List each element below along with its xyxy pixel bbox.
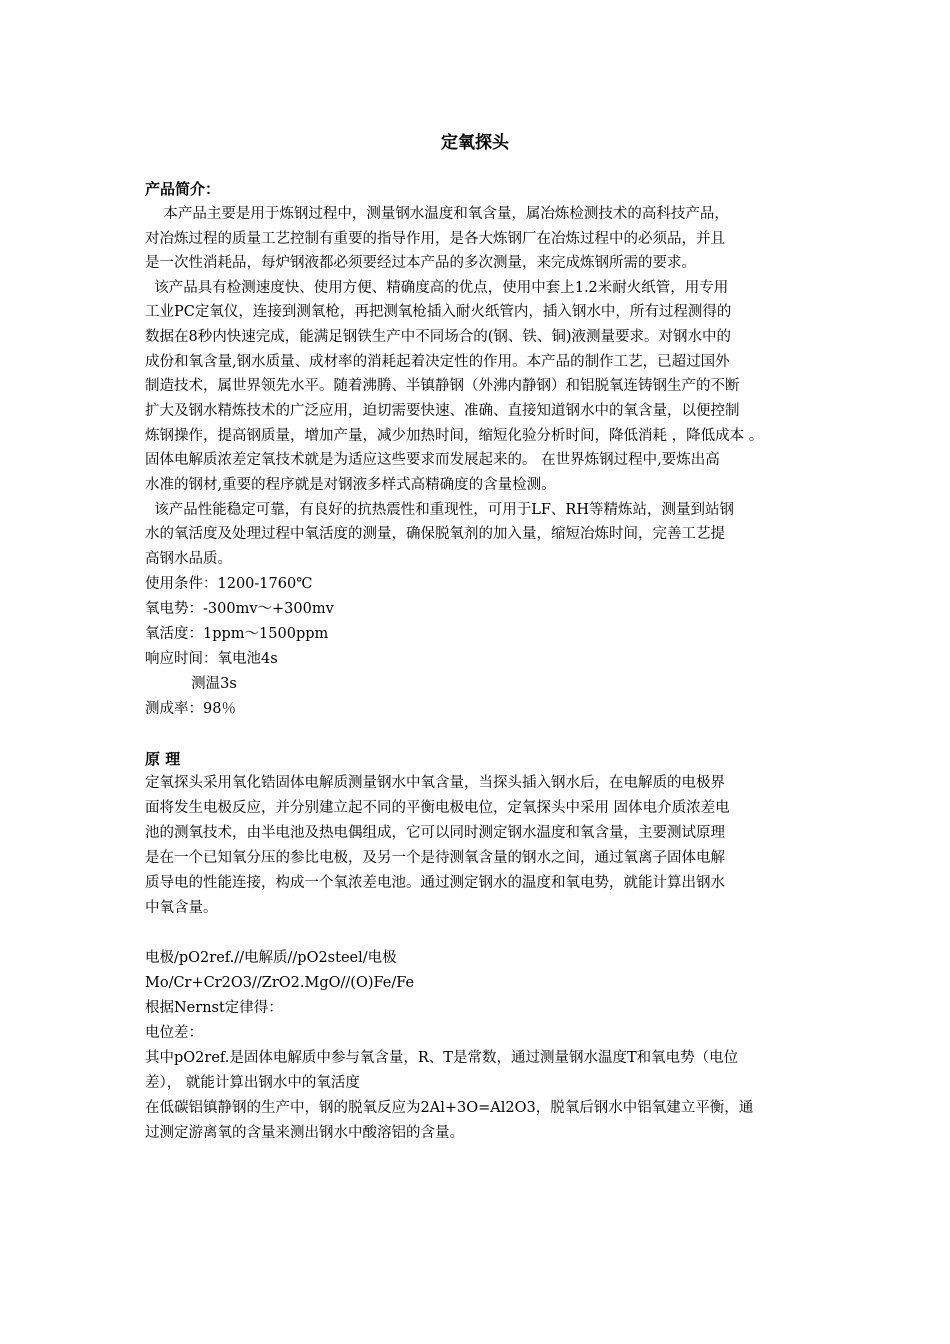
document-title: 定氧探头 [441,133,509,153]
intro-line: 扩大及钢水精炼技术的广泛应用，迫切需要快速、准确、直接知道钢水中的氧含量，以便控制 [145,403,740,419]
principle-line: 质导电的性能连接，构成一个氧浓差电池。通过测定钢水的温度和氧电势，就能计算出钢水 [145,875,725,891]
principle-line: 池的测氧技术，由半电池及热电偶组成，它可以同时测定钢水温度和氧含量，主要测试原理 [145,825,725,841]
intro-line: 本产品主要是用于炼钢过程中，测量钢水温度和氧含量，属冶炼检测技术的高科技产品， [145,206,729,222]
principle-line: 过测定游离氧的含量来测出钢水中酸溶铝的含量。 [145,1125,464,1141]
principle-line: 中氧含量。 [145,900,218,916]
principle-line: 电位差： [145,1025,203,1041]
intro-line: 水的氧活度及处理过程中氧活度的测量，确保脱氧剂的加入量，缩短冶炼时间，完善工艺提 [145,526,725,542]
intro-line: 是一次性消耗品，每炉钢液都必须要经过本产品的多次测量，来完成炼钢所需的要求。 [145,255,696,271]
intro-line: 固体电解质浓差定氧技术就是为适应这些要求而发展起来的。 在世界炼钢过程中,要炼出高 [145,452,720,468]
intro-line: 制造技术，属世界领先水平。随着沸腾、半镇静钢（外沸内静钢）和铝脱氧连铸钢生产的不断 [145,378,740,394]
spec-line: 响应时间：氧电池4s [145,651,278,667]
intro-heading: 产品简介： [145,180,221,198]
intro-line: 工业PC定氧仪，连接到测氧枪，再把测氧枪插入耐火纸管内，插入钢水中，所有过程测得的 [145,304,732,320]
intro-line: 该产品具有检测速度快、使用方便、精确度高的优点，使用中套上1.2米耐火纸管，用专用 [145,280,729,296]
principle-line: 在低碳铝镇静钢的生产中，钢的脱氧反应为2Al+3O=Al2O3，脱氧后钢水中铝氧建立平衡，通 [145,1100,754,1116]
formula-line: 电极/pO2ref.//电解质//pO2steel/电极 [145,950,397,966]
intro-line: 数据在8秒内快速完成，能满足钢铁生产中不同场合的(钢、铁、铜)液测量要求。对钢水中的 [145,329,732,345]
spec-line: 氧电势：-300mv～+300mv [145,601,334,617]
intro-line: 对冶炼过程的质量工艺控制有重要的指导作用，是各大炼钢厂在冶炼过程中的必须品，并且 [145,231,725,247]
intro-line: 炼钢操作，提高钢质量，增加产量，减少加热时间，缩短化验分析时间，降低消耗 ，降低成本 。 [145,428,764,444]
spec-line: 测成率：98％ [145,701,236,717]
formula-line: Mo/Cr+Cr2O3//ZrO2.MgO//(O)Fe/Fe [145,975,415,991]
intro-line: 成份和氧含量,钢水质量、成材率的消耗起着决定性的作用。本产品的制作工艺，已超过国外 [145,354,730,370]
principle-line: 差）， 就能计算出钢水中的氧活度 [145,1075,360,1091]
principle-line: 定氧探头采用氧化锆固体电解质测量钢水中氧含量，当探头插入钢水后，在电解质的电极界 [145,775,725,791]
intro-line: 水准的钢材,重要的程序就是对钢液多样式高精确度的含量检测。 [145,477,556,493]
principle-heading: 原 理 [145,750,181,768]
principle-line: 是在一个已知氧分压的参比电极，及另一个是待测氧含量的钢水之间，通过氧离子固体电解 [145,850,725,866]
principle-line: 面将发生电极反应，并分别建立起不同的平衡电极电位，定氧探头中采用 固体电介质浓差电 [145,800,730,816]
principle-line: 其中pO2ref.是固体电解质中参与氧含量，R、T是常数，通过测量钢水温度T和氧电势（电位 [145,1050,739,1066]
intro-line: 高钢水品质。 [145,551,232,567]
spec-line: 使用条件：1200-1760℃ [145,576,313,592]
intro-line: 该产品性能稳定可靠，有良好的抗热震性和重现性，可用于LF、RH等精炼站，测量到站钢 [145,502,734,518]
spec-line: 测温3s [145,676,237,692]
principle-line: 根据Nernst定律得： [145,1000,283,1016]
spec-line: 氧活度：1ppm～1500ppm [145,626,329,642]
